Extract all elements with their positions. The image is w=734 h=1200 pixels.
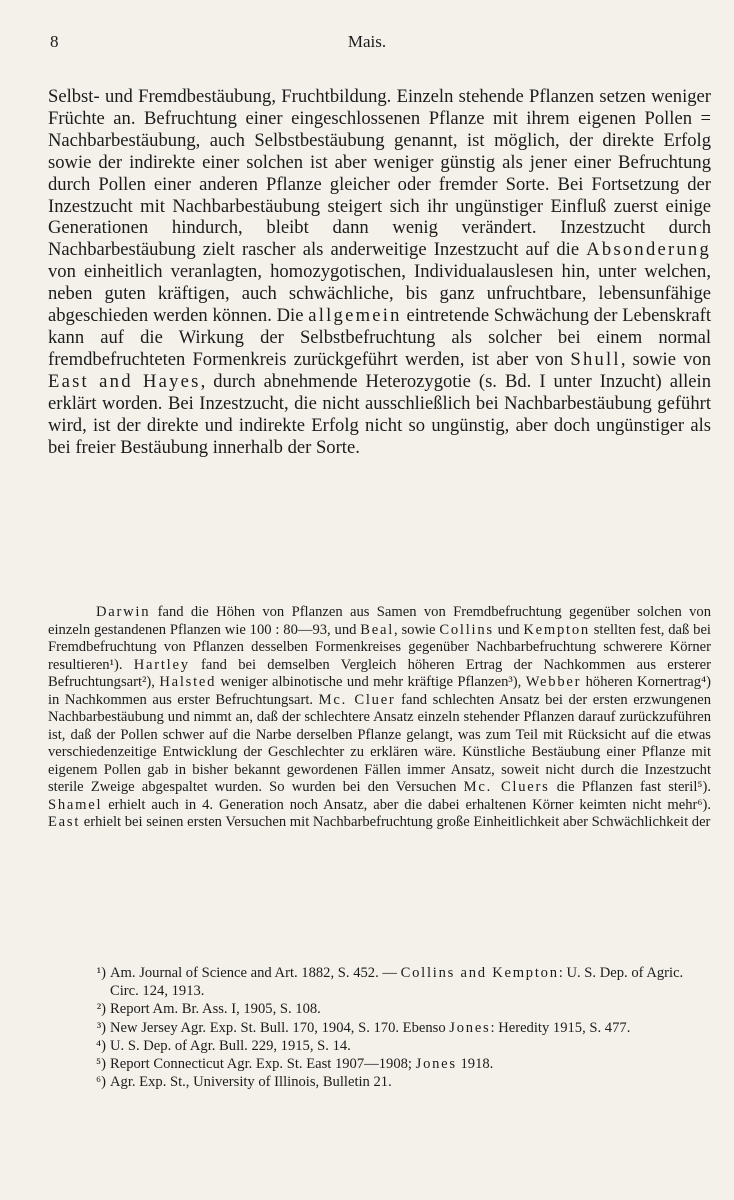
text-run: fand die Höhen von Pflanzen aus Samen von Fremdbefruchtung gegenüber solchen von einzeln gestandenen Pflanzen wie 100 : 80—93, und	[48, 604, 711, 638]
running-head: Mais.	[347, 32, 387, 51]
text-run: von einheitlich veranlagten, homozygotischen, Individualauslesen hin, unter welchen, neben guten kräftigen, auch schwächliche, bis ganz unfruchtbare, lebensunfähige abgeschieden werden können. Die	[48, 261, 711, 327]
footnote-mark: ²)	[96, 1001, 106, 1018]
text-run: fand schlechten Ansatz bei der ersten erzwungenen Nachbarbestäubung und nimmt an, daß der schlechtere Ansatz einzeln stehender Pflanzen darauf zurückzuführen ist, daß der Pollen schwer auf die Narbe derselben Pflanze gelangt, was zum Teil mit Rücksicht auf die etwas verschiedenzeitige Entwicklung der Geschlechter zu erklären wäre. Künstliche Bestäubung einer Pflanze mit eigenem Pollen gab in bisher bekannt gewordenen Fällen immer Ansatz, soweit nicht durch die Inzestzucht sterile Zweige abgespaltet wurden. So wurden bei den Versuchen	[48, 691, 711, 795]
text-run: Selbst- und Fremdbestäubung, Fruchtbildung. Einzeln stehende Pflanzen setzen weniger Früchte an. Befruchtung einer eingeschlossenen Pflanze mit ihrem eigenen Pollen = Nachbarbestäubung, auch Selbstbestäubung genannt, ist möglich, der direkte Erfolg sowie der indirekte einer solchen ist aber weniger günstig als jener einer Befruchtung durch Pollen einer anderen Pflanze gleicher oder fremder Sorte. Bei Fortsetzung der Inzestzucht mit Nachbarbestäubung steigert sich ihr ungünstiger Einfluß zuerst einige Generationen hindurch, bleibt dann wenig verändert. Inzestzucht durch Nachbarbestäubung zielt rascher als anderweitige Inzestzucht auf die	[48, 86, 711, 261]
text-run: erhielt auch in 4. Generation noch Ansatz, aber die dabei erhaltenen Körner keimten nicht mehr⁶).	[102, 796, 711, 813]
footnote	[48, 1019, 711, 1037]
footnotes	[48, 964, 711, 1091]
author-name: Shamel	[48, 796, 103, 813]
text-run: stellten fest, daß bei Fremdbefruchtung von Pflanzen desselben Formenkreises gegenüber Nachbarbefruchtung schwerere Körner resultieren¹).	[48, 621, 711, 673]
text-run: U. S. Dep. of Agr. Bull. 229, 1915, S. 14.	[110, 1037, 351, 1054]
footnote	[48, 1000, 711, 1018]
small-print-text	[48, 604, 711, 832]
text-run: die Pflanzen fast steril⁵).	[549, 779, 711, 795]
author-name: Collins and Kempton	[400, 965, 559, 981]
author-name: Collins	[439, 621, 494, 638]
page-number: 8	[50, 32, 59, 51]
spaced-term: allgemein	[308, 305, 402, 327]
footnote	[48, 1037, 711, 1055]
text-run: Agr. Exp. St., University of Illinois, Bulletin 21.	[110, 1074, 392, 1091]
author-name: Hartley	[133, 656, 190, 673]
footnote-mark: ⁴)	[96, 1037, 106, 1054]
text-run: : Heredity 1915, S. 477.	[490, 1019, 631, 1036]
text-run: erhielt bei seinen ersten Versuchen mit Nachbarbefruchtung große Einheitlichkeit aber Schwächlichkeit der	[80, 814, 711, 830]
page-header	[50, 32, 684, 56]
text-run: Report Am. Br. Ass. I, 1905, S. 108.	[110, 1001, 321, 1018]
text-run: , sowie	[394, 621, 440, 638]
footnote	[48, 1073, 711, 1091]
author-name: Shull	[570, 348, 621, 370]
author-name: Kempton	[523, 621, 590, 638]
small-print-paragraph	[48, 604, 711, 832]
author-name: Mc. Cluer	[318, 691, 396, 708]
author-name: Darwin	[96, 604, 151, 620]
footnote-mark: ⁵)	[96, 1056, 106, 1073]
author-name: Jones	[415, 1056, 457, 1073]
footnote-mark: ¹)	[96, 965, 106, 981]
text-run: , durch abnehmende Heterozygotie (s. Bd. I unter Inzucht) allein erklärt worden. Bei Inzestzucht, die nicht ausschließlich bei Nachbarbestäubung geführt wird, ist der direkte und indirekte Erfolg nicht so ungünstig, aber doch ungünstiger als bei freier Bestäubung innerhalb der Sorte.	[48, 370, 711, 458]
text-run: : U. S. Dep. of Agric. Circ. 124, 1913.	[110, 965, 684, 1000]
text-run: weniger albinotische und mehr kräftige Pflanzen³),	[216, 674, 526, 690]
footnote	[48, 1055, 711, 1073]
main-paragraph	[48, 86, 711, 458]
author-name: Mc. Cluers	[463, 779, 550, 795]
text-run: New Jersey Agr. Exp. St. Bull. 170, 1904, S. 170. Ebenso	[110, 1019, 450, 1036]
author-name: Jones	[449, 1019, 491, 1036]
text-run: fand bei demselben Vergleich höheren Ertrag der Nachkommen aus ersterer Befruchtungsart²),	[48, 656, 712, 690]
text-run: höheren Kornertrag⁴) in Nachkommen aus erster Befruchtungsart.	[48, 674, 711, 708]
text-run: Am. Journal of Science and Art. 1882, S. 452. —	[110, 965, 401, 981]
footnote-mark: ³)	[96, 1019, 106, 1036]
text-run: Report Connecticut Agr. Exp. St. East 1907—1908;	[110, 1056, 416, 1073]
footnote-mark: ⁶)	[96, 1074, 106, 1091]
text-run: 1918.	[456, 1056, 494, 1073]
spaced-term: Absonderung	[586, 239, 711, 261]
text-run: und	[493, 621, 524, 638]
footnote	[48, 964, 711, 1000]
author-name: Webber	[525, 674, 582, 690]
main-paragraph-text	[48, 86, 711, 458]
author-name: East	[48, 814, 81, 830]
text-run: eintretende Schwächung der Lebenskraft kann auf die Wirkung der Selbstbefruchtung als solcher bei einem normal fremdbefruchteten Formenkreis zurückgeführt werden, ist aber von	[48, 305, 711, 370]
author-name: East and Hayes	[48, 370, 201, 392]
author-name: Halsted	[159, 674, 217, 690]
text-run: , sowie von	[620, 348, 712, 370]
author-name: Beal	[360, 621, 395, 638]
